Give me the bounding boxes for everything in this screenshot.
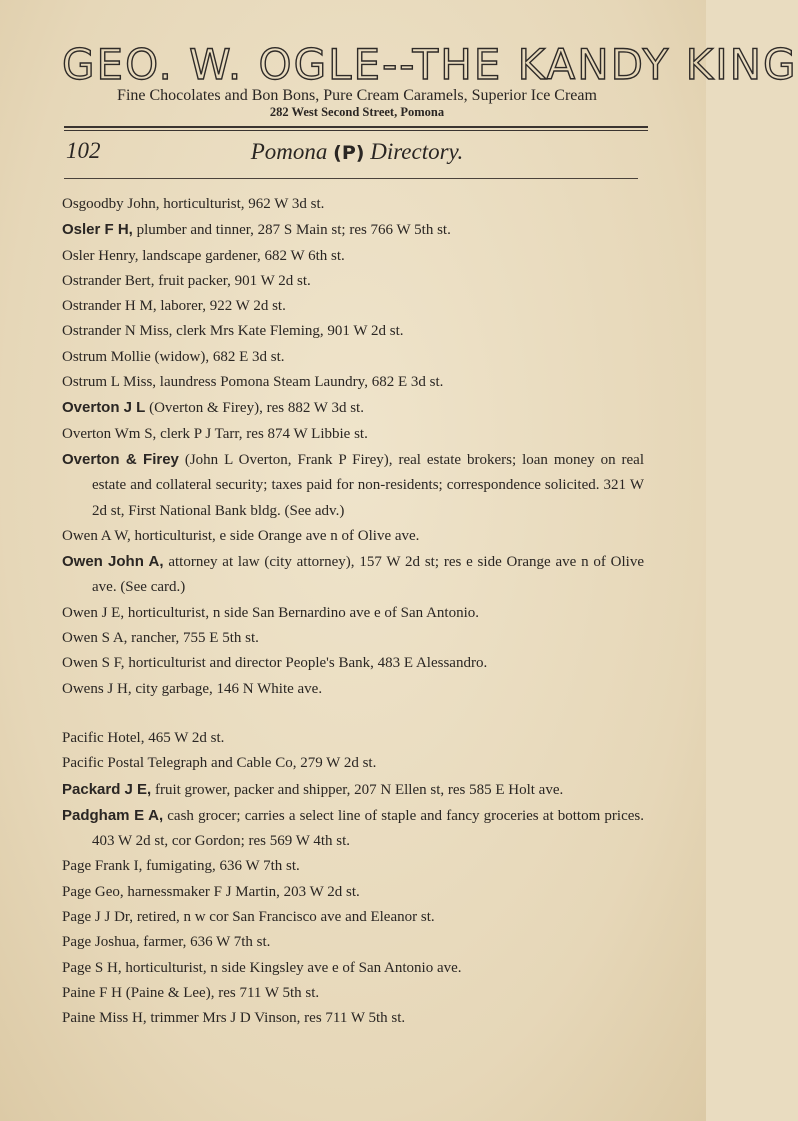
entry-details: landscape gardener, 682 W 6th st. — [138, 247, 345, 264]
entry-details: clerk Mrs Kate Fleming, 901 W 2d st. — [172, 323, 404, 340]
entry-details: clerk P J Tarr, res 874 W Libbie st. — [156, 425, 368, 442]
entry-name: Osler F H, — [62, 221, 133, 239]
entry-name: Overton Wm S, — [62, 425, 157, 442]
directory-entry — [62, 601, 644, 626]
entry-name: Ostrum L Miss, — [62, 374, 157, 391]
directory-entry — [62, 981, 644, 1006]
entry-name: Owen S A, — [62, 630, 128, 647]
entry-details: plumber and tinner, 287 S Main st; res 766 W 5th st. — [132, 222, 451, 239]
entry-name: Overton & Firey — [62, 450, 179, 468]
directory-entry — [62, 422, 644, 447]
entry-name: Ostrum Mollie — [62, 348, 151, 365]
running-head-letter: (P) — [333, 142, 365, 164]
directory-entry — [62, 345, 644, 370]
entry-details: (widow), 682 E 3d st. — [150, 348, 285, 365]
entry-details: city garbage, 146 N White ave. — [131, 680, 323, 697]
entry-name: Packard J E, — [62, 780, 152, 798]
entry-details: fumigating, 636 W 7th st. — [142, 858, 300, 875]
section-gap — [62, 702, 644, 726]
directory-entry — [62, 930, 644, 955]
entry-details: trimmer Mrs J D Vinson, res 711 W 5th st. — [146, 1010, 406, 1027]
entry-name: Ostrander Bert, — [62, 272, 155, 289]
directory-entry — [62, 626, 644, 651]
running-head — [0, 139, 706, 165]
entry-details: cash grocer; carries a select line of staple and fancy groceries at bottom prices. 403 W 2d st, cor Gordon; res 569 W 4th st. — [92, 807, 644, 850]
directory-entry — [62, 395, 644, 421]
directory-entry — [62, 447, 644, 524]
entry-details: fruit grower, packer and shipper, 207 N Ellen st, res 585 E Holt ave. — [151, 781, 564, 798]
page-number: 102 — [66, 138, 101, 163]
entry-details: attorney at law (city attorney), 157 W 2d st; res e side Orange ave n of Olive ave. (See card.) — [92, 554, 644, 596]
directory-entry — [62, 524, 644, 549]
entry-details: rancher, 755 E 5th st. — [127, 630, 259, 647]
entry-name: Owens J H, — [62, 680, 132, 697]
running-head-title: Directory. — [370, 139, 464, 164]
entry-name: Owen John A, — [62, 553, 164, 571]
entry-name: Page Frank I, — [62, 858, 143, 875]
entry-name: Owen S F, — [62, 655, 125, 672]
directory-entry — [62, 1006, 644, 1031]
running-head-rule — [64, 178, 638, 179]
entry-name: Page Joshua, — [62, 934, 140, 951]
directory-entries — [62, 192, 644, 1032]
entry-details: horticulturist and director People's Bank, 483 E Alessandro. — [124, 655, 488, 672]
directory-entry — [62, 294, 644, 319]
entry-details: 279 W 2d st. — [296, 755, 377, 772]
entry-name: Owen J E, — [62, 604, 125, 621]
directory-entry — [62, 854, 644, 879]
directory-entry — [62, 549, 644, 601]
directory-entry — [62, 370, 644, 395]
directory-entry — [62, 651, 644, 676]
directory-entry — [62, 956, 644, 981]
running-head-city: Pomona — [250, 139, 328, 164]
directory-entry — [62, 192, 644, 217]
header-rule-thick — [64, 126, 648, 128]
entry-name: Paine F H — [62, 984, 122, 1001]
entry-details: horticulturist, e side Orange ave n of Olive ave. — [130, 527, 420, 544]
entry-name: Osgoodby John, — [62, 196, 160, 212]
directory-entry — [62, 677, 644, 702]
entry-details: horticulturist, 962 W 3d st. — [159, 196, 325, 212]
entry-details: (Paine & Lee), res 711 W 5th st. — [122, 984, 320, 1001]
directory-entry — [62, 319, 644, 344]
entry-name: Padgham E A, — [62, 806, 164, 824]
directory-entry — [62, 726, 644, 751]
entry-details: farmer, 636 W 7th st. — [139, 934, 271, 951]
entry-details: laundress Pomona Steam Laundry, 682 E 3d st. — [156, 374, 444, 391]
entry-details: (John L Overton, Frank P Firey), real estate brokers; loan money on real estate and collateral security; taxes paid for non-residents; correspondence solicited. 321 W 2d st, First National Bank bldg. (See adv.) — [92, 451, 645, 519]
entry-details: harnessmaker F J Martin, 203 W 2d st. — [123, 883, 360, 900]
entry-name: Owen A W, — [62, 527, 131, 544]
banner-subtitle: Fine Chocolates and Bon Bons, Pure Cream Caramels, Superior Ice Cream — [117, 87, 597, 104]
entry-details: laborer, 922 W 2d st. — [156, 298, 286, 315]
directory-entry — [62, 905, 644, 930]
directory-entry — [62, 803, 644, 855]
entry-details: fruit packer, 901 W 2d st. — [154, 272, 311, 289]
directory-entry — [62, 777, 644, 803]
directory-entry — [62, 244, 644, 269]
entry-details: retired, n w cor San Francisco ave and Eleanor st. — [133, 909, 435, 926]
entry-details: 465 W 2d st. — [144, 729, 225, 746]
entry-details: horticulturist, n side Kingsley ave e of San Antonio ave. — [121, 959, 462, 976]
entry-name: Osler Henry, — [62, 247, 139, 264]
entry-name: Page J J Dr, — [62, 909, 134, 926]
header-rule-thin — [64, 130, 648, 131]
entry-name: Page S H, — [62, 959, 122, 976]
entry-name: Overton J L — [62, 399, 146, 417]
entry-details: (Overton & Firey), res 882 W 3d st. — [145, 400, 364, 417]
entry-name: Ostrander H M, — [62, 298, 157, 315]
entry-name: Ostrander N Miss, — [62, 323, 173, 340]
banner-title: GEO. W. OGLE--THE KANDY KING — [62, 40, 798, 89]
entry-name: Pacific Hotel, — [62, 729, 145, 746]
entry-name: Pacific Postal Telegraph and Cable Co, — [62, 755, 297, 772]
directory-entry — [62, 751, 644, 776]
directory-entry — [62, 269, 644, 294]
entry-name: Page Geo, — [62, 883, 124, 900]
advertisement-banner — [62, 40, 798, 120]
directory-entry — [62, 880, 644, 905]
entry-name: Paine Miss H, — [62, 1010, 147, 1027]
entry-details: horticulturist, n side San Bernardino ave e of San Antonio. — [124, 604, 480, 621]
directory-entry — [62, 217, 644, 243]
banner-address: 282 West Second Street, Pomona — [269, 105, 445, 119]
